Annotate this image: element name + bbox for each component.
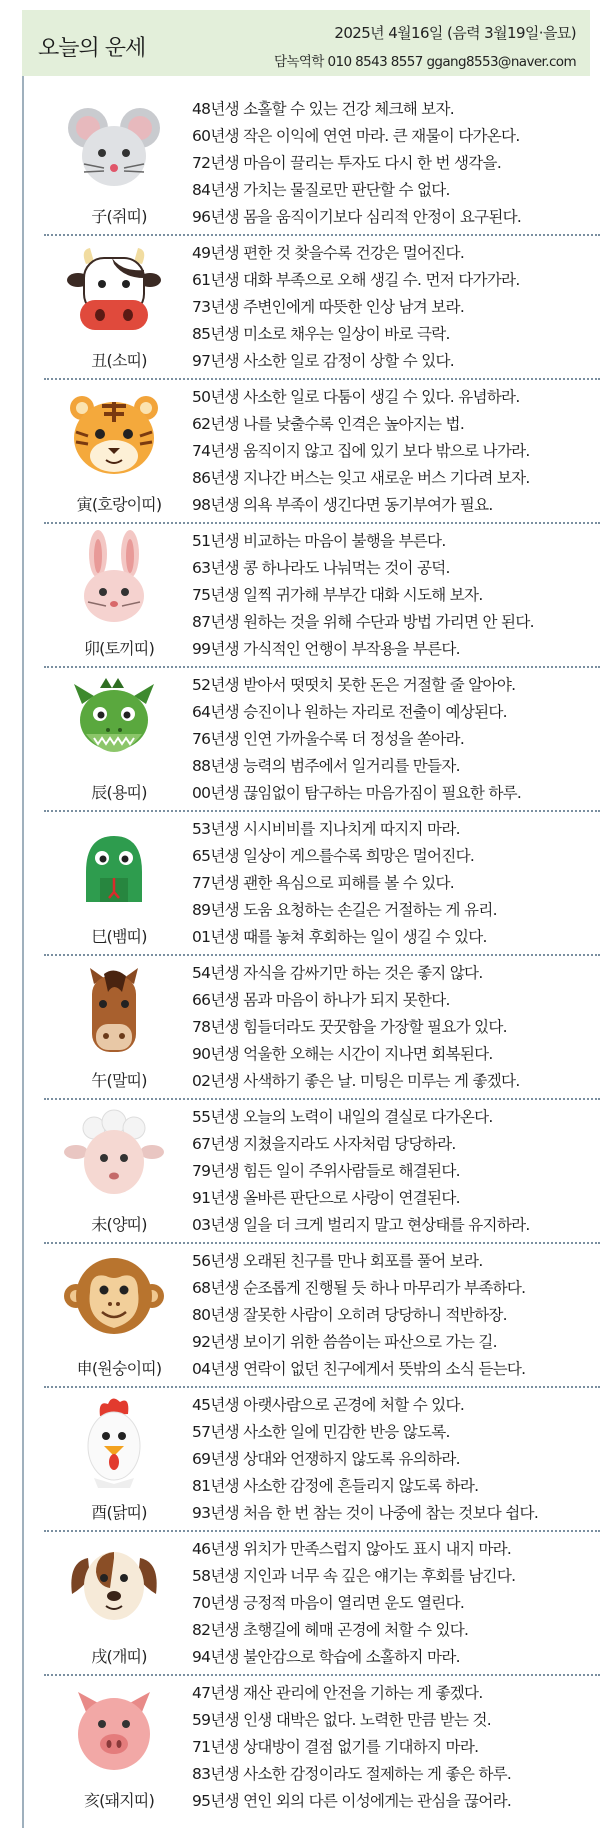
tiger-icon <box>64 386 164 486</box>
fortune-line: 87년생 원하는 것을 위해 수단과 방법 가리면 안 된다. <box>192 613 534 631</box>
horse-icon <box>64 962 164 1062</box>
fortune-line: 47년생 재산 관리에 안전을 기하는 게 좋겠다. <box>192 1684 483 1702</box>
fortune-line: 67년생 지쳤을지라도 사자처럼 당당하라. <box>192 1135 456 1153</box>
ox-icon <box>64 242 164 342</box>
fortune-line: 97년생 사소한 일로 감정이 상할 수 있다. <box>192 352 455 370</box>
zodiac-row <box>22 1676 600 1822</box>
fortune-line: 71년생 상대방이 결점 없기를 기대하지 마라. <box>192 1738 479 1756</box>
zodiac-row <box>22 380 600 524</box>
fortune-lines <box>192 528 600 663</box>
zodiac-row <box>22 1244 600 1388</box>
fortune-line: 46년생 위치가 만족스럽지 않아도 표시 내지 마라. <box>192 1540 512 1558</box>
zodiac-row <box>22 92 600 236</box>
animal-block <box>44 1244 174 1388</box>
animal-block <box>44 1676 174 1820</box>
fortune-line: 55년생 오늘의 노력이 내일의 결실로 다가온다. <box>192 1108 493 1126</box>
fortune-line: 57년생 사소한 일에 민감한 반응 않도록. <box>192 1423 450 1441</box>
fortune-line: 83년생 사소한 감정이라도 절제하는 게 좋은 하루. <box>192 1765 512 1783</box>
fortune-line: 59년생 인생 대박은 없다. 노력한 만큼 받는 것. <box>192 1711 492 1729</box>
fortune-line: 90년생 억울한 오해는 시간이 지나면 회복된다. <box>192 1045 493 1063</box>
animal-label: 卯(토끼띠) <box>83 639 155 658</box>
animal-label: 亥(돼지띠) <box>83 1791 155 1810</box>
dragon-icon <box>64 674 164 774</box>
fortune-line: 94년생 불안감으로 학습에 소홀하지 마라. <box>192 1648 460 1666</box>
snake-icon <box>64 818 164 918</box>
fortune-line: 98년생 의욕 부족이 생긴다면 동기부여가 필요. <box>192 496 493 514</box>
monkey-icon <box>64 1250 164 1350</box>
fortune-line: 80년생 잘못한 사람이 오히려 당당하니 적반하장. <box>192 1306 507 1324</box>
animal-label: 寅(호랑이띠) <box>76 495 162 514</box>
animal-label: 酉(닭띠) <box>91 1503 147 1522</box>
fortune-line: 60년생 작은 이익에 연연 마라. 큰 재물이 다가온다. <box>192 127 520 145</box>
animal-label: 辰(용띠) <box>91 783 147 802</box>
animal-label: 丑(소띠) <box>91 351 147 370</box>
zodiac-row <box>22 1100 600 1244</box>
fortune-lines <box>192 1536 600 1671</box>
fortune-line: 01년생 때를 놓쳐 후회하는 일이 생길 수 있다. <box>192 928 487 946</box>
fortune-line: 49년생 편한 것 찾을수록 건강은 멀어진다. <box>192 244 465 262</box>
zodiac-row <box>22 1388 600 1532</box>
header-banner <box>22 10 590 76</box>
fortune-line: 68년생 순조롭게 진행될 듯 하나 마무리가 부족하다. <box>192 1279 526 1297</box>
fortune-lines <box>192 816 600 951</box>
fortune-line: 61년생 대화 부족으로 오해 생길 수. 먼저 다가가라. <box>192 271 520 289</box>
zodiac-row <box>22 1532 600 1676</box>
fortune-line: 96년생 몸을 움직이기보다 심리적 안정이 요구된다. <box>192 208 522 226</box>
zodiac-row <box>22 812 600 956</box>
fortune-lines <box>192 1248 600 1383</box>
fortune-line: 48년생 소홀할 수 있는 건강 체크해 보자. <box>192 100 455 118</box>
fortune-line: 04년생 연락이 없던 친구에게서 뜻밖의 소식 듣는다. <box>192 1360 526 1378</box>
animal-block <box>44 380 174 524</box>
fortune-lines <box>192 1104 600 1239</box>
fortune-line: 84년생 가치는 물질로만 판단할 수 없다. <box>192 181 450 199</box>
fortune-line: 78년생 힘들더라도 꿋꿋함을 가장할 필요가 있다. <box>192 1018 507 1036</box>
fortune-line: 52년생 받아서 떳떳치 못한 돈은 거절할 줄 알아야. <box>192 676 516 694</box>
fortune-line: 89년생 도움 요청하는 손길은 거절하는 게 유리. <box>192 901 497 919</box>
fortune-line: 00년생 끊임없이 탐구하는 마음가짐이 필요한 하루. <box>192 784 522 802</box>
animal-label: 戌(개띠) <box>91 1647 147 1666</box>
fortune-line: 56년생 오래된 친구를 만나 회포를 풀어 보라. <box>192 1252 483 1270</box>
fortune-lines <box>192 96 600 231</box>
animal-block <box>44 236 174 380</box>
fortune-lines <box>192 1392 600 1527</box>
animal-block <box>44 1532 174 1676</box>
fortune-line: 02년생 사색하기 좋은 날. 미팅은 미루는 게 좋겠다. <box>192 1072 520 1090</box>
animal-block <box>44 524 174 668</box>
fortune-lines <box>192 384 600 519</box>
animal-block <box>44 1388 174 1532</box>
rooster-icon <box>64 1394 164 1494</box>
fortune-line: 03년생 일을 더 크게 벌리지 말고 현상태를 유지하라. <box>192 1216 530 1234</box>
fortune-line: 58년생 지인과 너무 속 깊은 얘기는 후회를 남긴다. <box>192 1567 516 1585</box>
animal-label: 申(원숭이띠) <box>76 1359 162 1378</box>
fortune-line: 72년생 마음이 끌리는 투자도 다시 한 번 생각을. <box>192 154 502 172</box>
fortune-line: 74년생 움직이지 않고 집에 있기 보다 밖으로 나가라. <box>192 442 530 460</box>
animal-block <box>44 956 174 1100</box>
sheep-icon <box>64 1106 164 1206</box>
fortune-line: 77년생 괜한 욕심으로 피해를 볼 수 있다. <box>192 874 455 892</box>
fortune-line: 91년생 올바른 판단으로 사랑이 연결된다. <box>192 1189 460 1207</box>
dog-icon <box>64 1538 164 1638</box>
fortune-line: 86년생 지나간 버스는 잊고 새로운 버스 기다려 보자. <box>192 469 530 487</box>
fortune-line: 70년생 긍정적 마음이 열리면 운도 열린다. <box>192 1594 465 1612</box>
animal-block <box>44 1100 174 1244</box>
animal-block <box>44 812 174 956</box>
zodiac-row <box>22 524 600 668</box>
fortune-line: 81년생 사소한 감정에 흔들리지 않도록 하라. <box>192 1477 479 1495</box>
fortune-line: 69년생 상대와 언쟁하지 않도록 유의하라. <box>192 1450 460 1468</box>
animal-label: 巳(뱀띠) <box>91 927 147 946</box>
fortune-line: 63년생 콩 하나라도 나눠먹는 것이 공덕. <box>192 559 450 577</box>
animal-label: 子(쥐띠) <box>91 207 147 226</box>
fortune-line: 62년생 나를 낮출수록 인격은 높아지는 법. <box>192 415 465 433</box>
fortune-line: 88년생 능력의 범주에서 일거리를 만들자. <box>192 757 460 775</box>
date-line: 2025년 4월16일 (음력 3월19일·을묘) <box>334 24 576 42</box>
fortune-line: 93년생 처음 한 번 참는 것이 나중에 참는 것보다 쉽다. <box>192 1504 539 1522</box>
page-title: 오늘의 운세 <box>38 36 146 61</box>
fortune-line: 99년생 가식적인 언행이 부작용을 부른다. <box>192 640 460 658</box>
contact-line: 담녹역학 010 8543 8557 ggang8553@naver.com <box>274 54 576 70</box>
fortune-line: 76년생 인연 가까울수록 더 정성을 쏟아라. <box>192 730 465 748</box>
fortune-line: 45년생 아랫사람으로 곤경에 처할 수 있다. <box>192 1396 465 1414</box>
fortune-lines <box>192 240 600 375</box>
fortune-line: 66년생 몸과 마음이 하나가 되지 못한다. <box>192 991 450 1009</box>
rat-icon <box>64 98 164 198</box>
fortune-line: 65년생 일상이 게으를수록 희망은 멀어진다. <box>192 847 475 865</box>
pig-icon <box>64 1682 164 1782</box>
fortune-line: 92년생 보이기 위한 씀씀이는 파산으로 가는 길. <box>192 1333 497 1351</box>
rabbit-icon <box>64 530 164 630</box>
zodiac-row <box>22 956 600 1100</box>
fortune-line: 53년생 시시비비를 지나치게 따지지 마라. <box>192 820 460 838</box>
animal-label: 午(말띠) <box>91 1071 147 1090</box>
animal-label: 未(양띠) <box>91 1215 147 1234</box>
fortune-lines <box>192 672 600 807</box>
fortune-line: 79년생 힘든 일이 주위사람들로 해결된다. <box>192 1162 460 1180</box>
fortune-line: 95년생 연인 외의 다른 이성에게는 관심을 끊어라. <box>192 1792 512 1810</box>
zodiac-row <box>22 236 600 380</box>
fortune-line: 82년생 초행길에 헤매 곤경에 처할 수 있다. <box>192 1621 469 1639</box>
fortune-lines <box>192 960 600 1095</box>
fortune-line: 75년생 일찍 귀가해 부부간 대화 시도해 보자. <box>192 586 483 604</box>
animal-block <box>44 92 174 236</box>
fortune-line: 50년생 사소한 일로 다툼이 생길 수 있다. 유념하라. <box>192 388 520 406</box>
fortune-line: 85년생 미소로 채우는 일상이 바로 극락. <box>192 325 450 343</box>
fortune-line: 73년생 주변인에게 따뜻한 인상 남겨 보라. <box>192 298 465 316</box>
fortune-lines <box>192 1680 600 1815</box>
fortune-line: 51년생 비교하는 마음이 불행을 부른다. <box>192 532 446 550</box>
zodiac-row <box>22 668 600 812</box>
fortune-line: 54년생 자식을 감싸기만 하는 것은 좋지 않다. <box>192 964 483 982</box>
zodiac-list <box>22 92 600 1822</box>
animal-block <box>44 668 174 812</box>
fortune-line: 64년생 승진이나 원하는 자리로 전출이 예상된다. <box>192 703 507 721</box>
